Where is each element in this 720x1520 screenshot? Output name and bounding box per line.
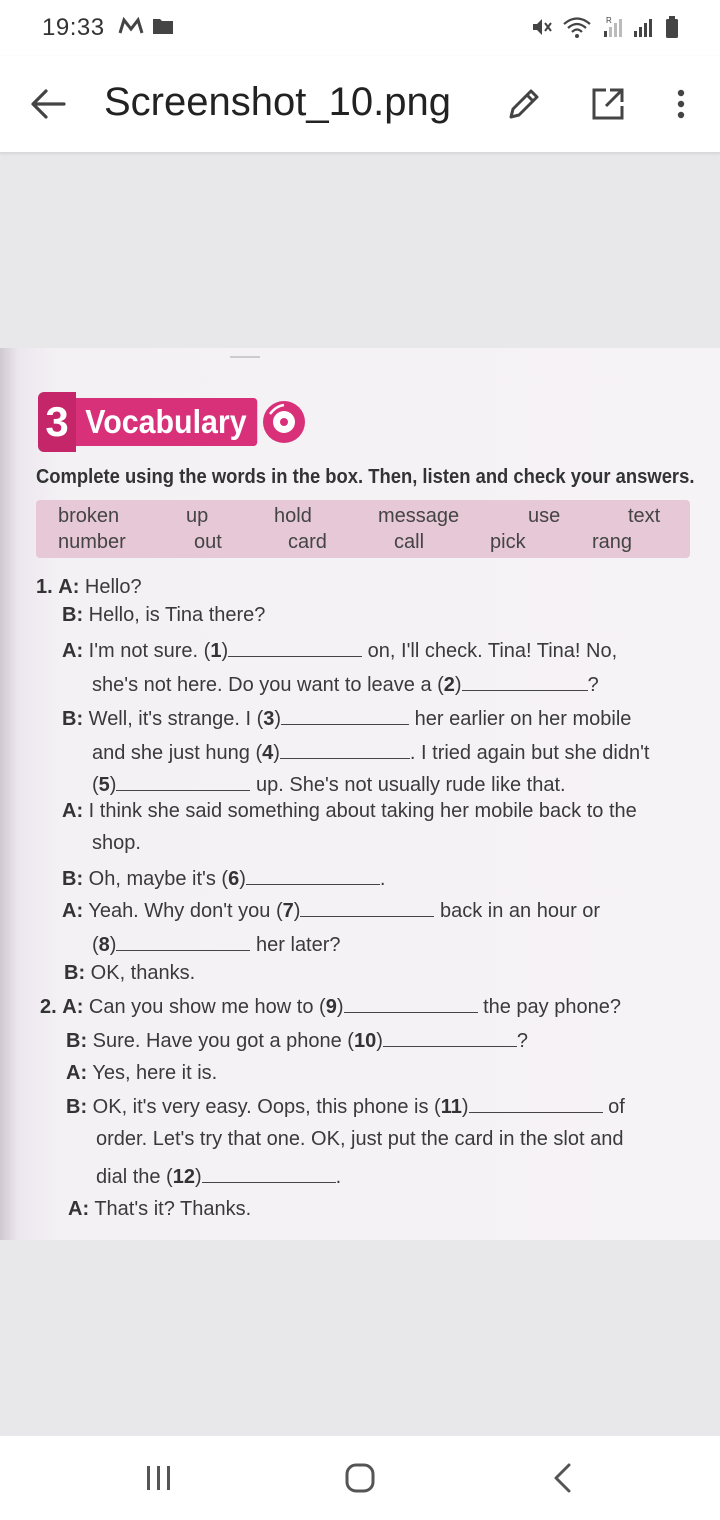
file-title: Screenshot_10.png	[104, 80, 451, 124]
line-text: on, I'll check. Tina! Tina! No,	[367, 640, 618, 662]
word-box-word: call	[394, 531, 425, 553]
app-bar	[0, 56, 720, 153]
dialogue-line: B: Oh, maybe it's (6) .	[62, 868, 386, 890]
answer-blank[interactable]	[228, 638, 362, 657]
dialogue-line: B: OK, it's very easy. Oops, this phone is (11) of	[66, 1096, 625, 1118]
line-text: OK, thanks.	[90, 962, 196, 984]
line-text: order. Let's try that one. OK, just put the card in the slot and	[96, 1128, 624, 1150]
section-title: Vocabulary	[76, 398, 258, 446]
navigation-bar	[0, 1436, 720, 1520]
gmail-notification-icon	[118, 16, 144, 36]
dialogue-line: (5) up. She's not usually rude like that.	[92, 774, 566, 796]
word-box-word: use	[528, 505, 561, 527]
word-box	[36, 500, 690, 558]
recents-icon[interactable]	[144, 1464, 174, 1492]
line-text: Yeah. Why don't you (	[88, 900, 283, 922]
answer-blank[interactable]	[280, 740, 410, 759]
word-box-word: rang	[592, 531, 633, 553]
dialogue-line	[62, 800, 637, 823]
answer-blank[interactable]	[300, 898, 434, 917]
line-text: the pay phone?	[483, 996, 621, 1018]
dialogue-line	[64, 962, 195, 985]
line-text: Yes, here it is.	[92, 1062, 218, 1084]
signal-icon	[632, 15, 656, 39]
status-icons	[530, 14, 680, 40]
blank-number: 5	[98, 774, 110, 796]
dialogue-line: A: Yeah. Why don't you (7) back in an hour or	[62, 900, 601, 922]
line-text: .	[335, 1166, 342, 1188]
blank-number: 8	[98, 934, 110, 956]
line-text: ?	[516, 1030, 528, 1052]
speaker: B:	[62, 604, 84, 626]
line-text: ?	[587, 674, 599, 696]
speaker: A:	[62, 640, 84, 662]
home-icon[interactable]	[344, 1462, 376, 1494]
dialogue-line	[36, 576, 142, 599]
line-text: up. She's not usually rude like that.	[256, 774, 566, 796]
line-text: .	[379, 868, 386, 890]
blank-number: 1	[210, 640, 222, 662]
folder-notification-icon	[152, 17, 174, 35]
battery-icon	[664, 15, 680, 39]
answer-blank[interactable]	[116, 772, 250, 791]
page-mark	[230, 356, 260, 358]
word-box-word: out	[194, 531, 222, 553]
word-box-word: text	[628, 505, 661, 527]
line-text: I'm not sure. (	[88, 640, 211, 662]
line-text: Can you show me how to (	[88, 996, 326, 1018]
line-text: (	[92, 774, 99, 796]
blank-number: 3	[263, 708, 275, 730]
line-text: . I tried again but she didn't	[409, 742, 650, 764]
line-text: Well, it's strange. I (	[88, 708, 264, 730]
signal-roaming-icon	[600, 15, 624, 39]
word-box-word: broken	[58, 505, 120, 527]
line-text: shop.	[92, 832, 141, 854]
speaker: B:	[62, 868, 84, 890]
line-text: Oh, maybe it's (	[88, 868, 229, 890]
section-heading	[38, 392, 273, 452]
blank-number: 9	[325, 996, 337, 1018]
dialogue-line: A: I'm not sure. (1) on, I'll check. Tina! Tina! No,	[62, 640, 618, 662]
speaker: A:	[58, 576, 80, 598]
more-options-icon[interactable]	[668, 84, 694, 124]
speaker: A:	[62, 996, 84, 1018]
speaker: B:	[66, 1030, 88, 1052]
speaker: A:	[66, 1062, 88, 1084]
blank-number: 4	[262, 742, 274, 764]
dialogue-line	[68, 1198, 251, 1221]
back-arrow-icon[interactable]	[28, 86, 68, 122]
exercise-number: 2.	[40, 996, 57, 1018]
answer-blank[interactable]	[383, 1028, 517, 1047]
line-text: (	[92, 934, 99, 956]
blank-number: 10	[353, 1030, 377, 1052]
line-text: I think she said something about taking her mobile back to the	[88, 800, 637, 822]
dialogue-line	[66, 1062, 217, 1085]
dialogue-line: B: Well, it's strange. I (3) her earlier on her mobile	[62, 708, 632, 730]
dialogue-line: and she just hung (4) . I tried again but she didn't	[92, 742, 650, 764]
mute-icon	[530, 15, 554, 39]
speaker: A:	[62, 900, 84, 922]
word-box-word: hold	[274, 505, 312, 527]
line-text: OK, it's very easy. Oops, this phone is (	[92, 1096, 441, 1118]
answer-blank[interactable]	[469, 1094, 603, 1113]
speaker: A:	[68, 1198, 90, 1220]
line-text: and she just hung (	[92, 742, 263, 764]
word-box-word: message	[378, 505, 460, 527]
dialogue-line: (8) her later?	[92, 934, 341, 956]
answer-blank[interactable]	[281, 706, 409, 725]
line-text: her later?	[256, 934, 341, 956]
word-box-word: number	[58, 531, 126, 553]
speaker: A:	[62, 800, 84, 822]
dialogue-line	[62, 604, 265, 627]
speaker: B:	[64, 962, 86, 984]
line-text: of	[608, 1096, 625, 1118]
blank-number: 6	[228, 868, 240, 890]
word-box-word: pick	[490, 531, 526, 553]
dialogue-line: she's not here. Do you want to leave a (2) ?	[92, 674, 599, 696]
line-text: she's not here. Do you want to leave a (	[92, 674, 444, 696]
speaker: B:	[62, 708, 84, 730]
word-box-word: card	[288, 531, 327, 553]
line-text: Hello?	[84, 576, 142, 598]
back-icon[interactable]	[550, 1462, 574, 1494]
dialogue-line: dial the (12) .	[96, 1166, 342, 1188]
answer-blank[interactable]	[344, 994, 478, 1013]
line-text: Sure. Have you got a phone (	[92, 1030, 354, 1052]
line-text: That's it? Thanks.	[94, 1198, 252, 1220]
edit-pencil-icon[interactable]	[504, 84, 544, 124]
blank-number: 2	[443, 674, 455, 696]
blank-number: 11	[440, 1096, 462, 1118]
blank-number: 7	[282, 900, 294, 922]
clock: 19:33	[42, 14, 105, 41]
line-text: Hello, is Tina there?	[88, 604, 266, 626]
line-text: dial the (	[96, 1166, 173, 1188]
wifi-icon	[562, 15, 592, 39]
dialogue-line: 2. A: Can you show me how to (9) the pay phone?	[40, 996, 621, 1018]
svg-text:R: R	[606, 16, 612, 25]
exercise-number: 1.	[36, 576, 53, 598]
dialogue-line	[96, 1128, 623, 1151]
answer-blank[interactable]	[116, 932, 250, 951]
line-text: her earlier on her mobile	[414, 708, 632, 730]
answer-blank[interactable]	[462, 672, 588, 691]
answer-blank[interactable]	[202, 1164, 336, 1183]
blank-number: 12	[172, 1166, 195, 1188]
status-bar	[0, 0, 720, 56]
dialogue-line	[92, 832, 141, 855]
open-with-icon[interactable]	[588, 84, 628, 124]
line-text: back in an hour or	[439, 900, 601, 922]
audio-cd-icon	[262, 400, 306, 444]
exercise-instructions: Complete using the words in the box. Then, listen and check your answers.	[36, 466, 695, 488]
answer-blank[interactable]	[246, 866, 380, 885]
section-number: 3	[38, 392, 76, 452]
textbook-page-image[interactable]	[0, 348, 720, 1240]
dialogue-line: B: Sure. Have you got a phone (10) ?	[66, 1030, 528, 1052]
speaker: B:	[66, 1096, 88, 1118]
word-box-word: up	[186, 505, 209, 527]
